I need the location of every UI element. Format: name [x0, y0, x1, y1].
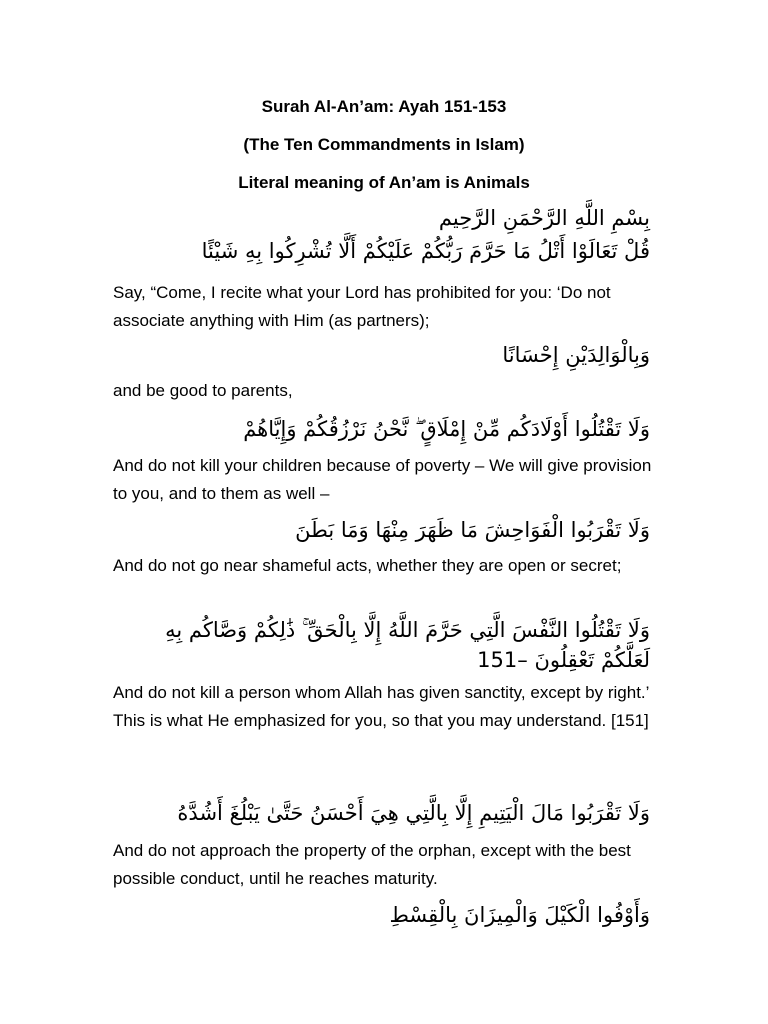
verse-7-arabic: وَأَوْفُوا الْكَيْلَ وَالْمِيزَانَ بِالْقِسْطِ [389, 903, 650, 927]
verse-3-arabic: وَلَا تَقْتُلُوا أَوْلَادَكُم مِّنْ إِمْلَاقٍ ۖ نَّحْنُ نَرْزُقُكُمْ وَإِيَّاهُمْ [243, 417, 650, 441]
verse-1-arabic: قُلْ تَعَالَوْا أَتْلُ مَا حَرَّمَ رَبُّكُمْ عَلَيْكُمْ أَلَّا تُشْرِكُوا بِهِ شَيْئًا [201, 239, 650, 263]
document-note: Literal meaning of An’am is Animals [238, 173, 530, 192]
verse-3-english: And do not kill your children because of poverty – We will give provision to you, and to them as well – [113, 456, 652, 503]
document-title: Surah Al-An’am: Ayah 151-153 [261, 97, 507, 116]
verse-2-english: and be good to parents, [113, 381, 293, 400]
verse-6-english: And do not approach the property of the orphan, except with the best possible conduct, until he reaches maturity. [113, 841, 631, 888]
verse-5-english: And do not kill a person whom Allah has given sanctity, except by right.’ This is what He emphasized for you, so that you may understand. [151] [113, 683, 649, 730]
verse-4-arabic: وَلَا تَقْرَبُوا الْفَوَاحِشَ مَا ظَهَرَ مِنْهَا وَمَا بَطَنَ [295, 518, 650, 542]
verse-6-arabic: وَلَا تَقْرَبُوا مَالَ الْيَتِيمِ إِلَّا بِالَّتِي هِيَ أَحْسَنُ حَتَّىٰ يَبْلُغَ أَشُدَّهُ [177, 801, 650, 825]
verse-5-arabic: وَلَا تَقْتُلُوا النَّفْسَ الَّتِي حَرَّمَ اللَّهُ إِلَّا بِالْحَقِّ ۚ ذَٰلِكُمْ وَصَّاكُم بِهِ لَعَلَّكُمْ تَعْقِلُونَ –151 [165, 618, 650, 672]
verse-2-arabic: وَبِالْوَالِدَيْنِ إِحْسَانًا [502, 343, 650, 367]
verse-1-english: Say, “Come, I recite what your Lord has prohibited for you: ‘Do not associate anything with Him (as partners); [113, 283, 611, 330]
bismillah-arabic: بِسْمِ اللَّهِ الرَّحْمَنِ الرَّحِيم [438, 206, 650, 230]
verse-4-english: And do not go near shameful acts, whether they are open or secret; [113, 556, 622, 575]
document-subtitle: (The Ten Commandments in Islam) [243, 135, 525, 154]
